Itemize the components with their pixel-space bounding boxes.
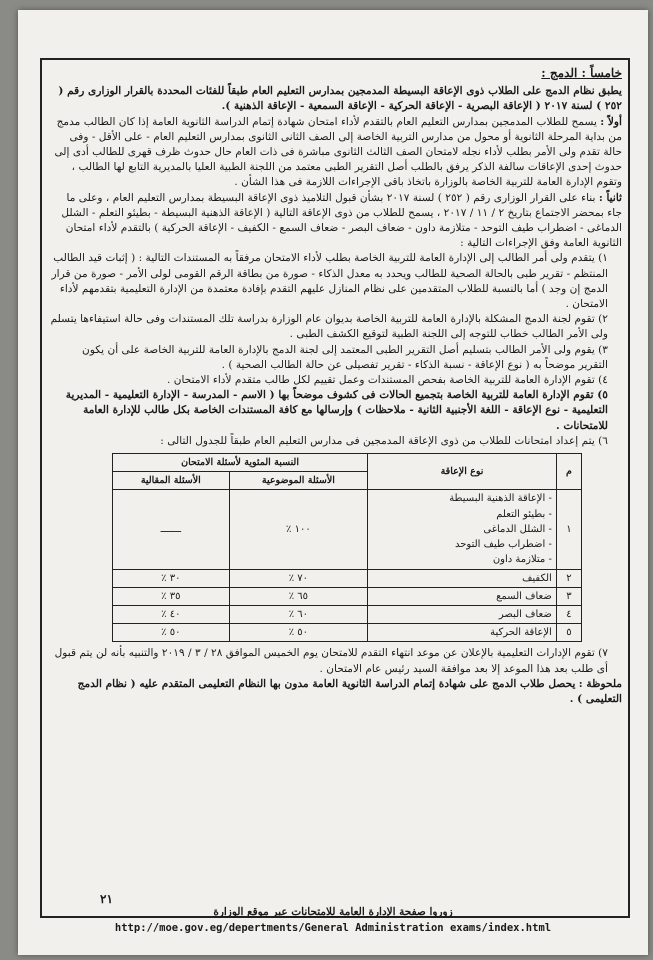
first-label: أولاً :	[600, 115, 622, 128]
first-text: يسمح للطلاب المدمجين بمدارس التعليم العام بالتقدم لأداء امتحان شهادة إتمام الدراسة الثانوية العامة إذا كان الطالب مدمج من بداية المرحلة الثانوية أو محول من مدارس التربية الخاصة إلى الصف الثانى الثانوى بمدارس التعليم العام - على الأقل - وفى حالة تقدم ولى الأمر بطلب لأداء نجله لامتحان الصف الثالث الثانوى مباشرة فى ذات العام حال حدوث ظرف قهرى للطالب أدى إلى حدوث إحدى الإعاقات سالفة الذكر يرفق بالطلب أصل التقرير الطبى معتمد من اللجنة الطبية العليا بالمديرية التابع لها الطالب ، وتقوم الإدارة العامة للتربية الخاصة بالوزارة باتخاذ باقى الإجراءات اللازمة فى هذا الشأن .	[54, 115, 622, 189]
second-text: بناء على القرار الوزارى رقم ( ٢٥٢ ) لسنة ٢٠١٧ بشأن قبول التلاميذ ذوى الإعاقة البسيطة بمدارس التعليم العام ، وعلى ما جاء بمحضر الاجتماع بتاريخ ٢ / ١١ / ٢٠١٧ ، يسمح للطلاب من ذوى الإعاقة التالية ( الإعاقة الذهنية البسيطة - بطيئو التعلم - الشلل الدماغى - اضطراب طيف التوحد - متلازمة داون - ضعاف البصر - ضعاف السمع - الكفيف - الإعاقة الحركية ) بالتقدم لأداء امتحان الثانوية العامة وفق الإجراءات التالية :	[61, 191, 622, 250]
row-type	[368, 490, 557, 569]
row-num: ٤	[556, 605, 581, 623]
row-num: ٣	[556, 587, 581, 605]
row-essay: ٣٥ ٪	[113, 587, 230, 605]
header-type: نوع الإعاقة	[368, 454, 557, 490]
intro-paragraph: يطبق نظام الدمج على الطلاب ذوى الإعاقة البسيطة المدمجين بمدارس التعليم العام طبقاً للفئات المحددة بالقرار الوزارى رقم ( ٢٥٢ ) لسنة ٢٠١٧ ( الإعاقة البصرية - الإعاقة الحركية - الإعاقة السمعية - الإعاقة الذهنية ).	[58, 85, 622, 113]
list-item-2: ٢) تقوم لجنة الدمج المشكلة بالإدارة العامة للتربية الخاصة بديوان عام الوزارة بدراسة تلك المستندات وفى حالة استيفاءها يتسلم ولى الأمر الطالب خطاب للتوجه إلى اللجنة الطبية لتوقيع الكشف الطبى .	[50, 313, 608, 341]
list-item-1: ١) يتقدم ولى أمر الطالب إلى الإدارة العامة للتربية الخاصة بطلب لأداء الامتحان مرفقاً به المستندات التالية : ( إثبات قيد الطالب المنتظم - تقرير طبى بالحالة الصحية للطالب ويحدد به معدل الذكاء - صورة من بطاقة الرقم القومى لولى الأمر - صورة من قرار الدمج إن وجد ) أما بالنسبة للطلاب المتقدمين على نظام المنازل عليهم التقدم بإفادة معتمدة من الإدارة التعليمية بتقدمهم لأداء الامتحان .	[51, 252, 608, 311]
exam-percentage-table	[112, 453, 582, 642]
header-essay: الأسئلة المقالية	[113, 472, 230, 490]
row-objective: ٦٠ ٪	[229, 605, 368, 623]
row-type-line: - متلازمة داون	[492, 554, 552, 566]
note-label: ملحوظة :	[578, 677, 622, 690]
row-essay: ٤٠ ٪	[113, 605, 230, 623]
row-num: ٥	[556, 624, 581, 642]
table-header-row	[113, 454, 582, 472]
row-essay: ـــــــ	[113, 490, 230, 569]
row-num: ١	[556, 490, 581, 569]
table-row	[113, 624, 582, 642]
header-num: م	[556, 454, 581, 490]
note-text: يحصل طلاب الدمج على شهادة إتمام الدراسة الثانوية العامة مدون بها النظام التعليمى المتقدم عليه ( نظام الدمج التعليمى ) .	[77, 677, 622, 705]
row-type: الكفيف	[368, 569, 557, 587]
row-type: ضعاف السمع	[368, 587, 557, 605]
row-type: ضعاف البصر	[368, 605, 557, 623]
document-body	[50, 66, 622, 707]
second-label: ثانياً :	[598, 191, 622, 204]
row-objective: ٦٥ ٪	[229, 587, 368, 605]
list-item-7: ٧) تقوم الإدارات التعليمية بالإعلان عن موعد انتهاء التقدم للامتحان يوم الخميس الموافق ٢٨ / ٣ / ٢٠١٩ والتنبيه بأنه لن يتم قبول أى طلب بعد هذا الموعد إلا بعد موافقة السيد رئيس عام الامتحان .	[54, 647, 608, 675]
table-row	[113, 605, 582, 623]
first-paragraph	[50, 115, 622, 191]
row-type-line: - الشلل الدماغى	[483, 523, 552, 535]
row-objective: ١٠٠ ٪	[229, 490, 368, 569]
table-row	[113, 490, 582, 569]
footer-url[interactable]: http://moe.gov.eg/depertments/General Administration exams/index.html	[114, 922, 552, 934]
table-row	[113, 569, 582, 587]
document-page	[18, 10, 648, 955]
row-essay: ٣٠ ٪	[113, 569, 230, 587]
list-item-3: ٣) يقوم ولى الأمر الطالب بتسليم أصل التقرير الطبى المعتمد إلى لجنة الدمج بالإدارة العامة للتربية الخاصة على أن يكون التقرير موضحاً به ( نوع الإعاقة - نسبة الذكاء - تقرير تفصيلى عن حالة الطالب الصحية ) .	[82, 343, 608, 371]
row-num: ٢	[556, 569, 581, 587]
list-item-4: ٤) تقوم الإدارة العامة للتربية الخاصة بفحص المستندات وعمل تقييم لكل طالب متقدم لأداء الامتحان .	[167, 374, 608, 387]
header-objective: الأسئلة الموضوعية	[229, 472, 368, 490]
row-type-line: - اضطراب طيف التوحد	[454, 539, 552, 551]
list-item-5: ٥) تقوم الإدارة العامة للتربية الخاصة بتجميع الحالات فى كشوف موضحاً بها ( الاسم - المدرسة - الإدارة التعليمية - المديرية التعليمية - نوع الإعاقة - اللغة الأجنبية الثانية - ملاحظات ) وإرسالها مع كافة المستندات الخاصة بكل طالب للإدارة العامة للامتحانات .	[65, 389, 608, 432]
second-paragraph	[50, 191, 622, 252]
footer-text: زوروا صفحة الإدارة العامة للامتحانات عبر موقع الوزارة	[213, 906, 453, 918]
table-row	[113, 587, 582, 605]
row-type-line: - بطيئو التعلم	[496, 508, 552, 520]
row-type: الإعاقة الحركية	[368, 624, 557, 642]
row-essay: ٥٠ ٪	[113, 624, 230, 642]
header-pct: النسبة المئوية لأسئلة الامتحان	[113, 454, 368, 472]
note-paragraph	[50, 677, 622, 707]
row-objective: ٧٠ ٪	[229, 569, 368, 587]
section-heading: خامساً : الدمج :	[541, 66, 622, 80]
row-objective: ٥٠ ٪	[229, 624, 368, 642]
list-item-6: ٦) يتم إعداد امتحانات للطلاب من ذوى الإعاقة المدمجين فى مدارس التعليم العام طبقاً للجدول التالى :	[160, 434, 608, 447]
row-type-line: - الإعاقة الذهنية البسيطة	[449, 493, 552, 505]
page-number: ٢١	[100, 892, 113, 906]
